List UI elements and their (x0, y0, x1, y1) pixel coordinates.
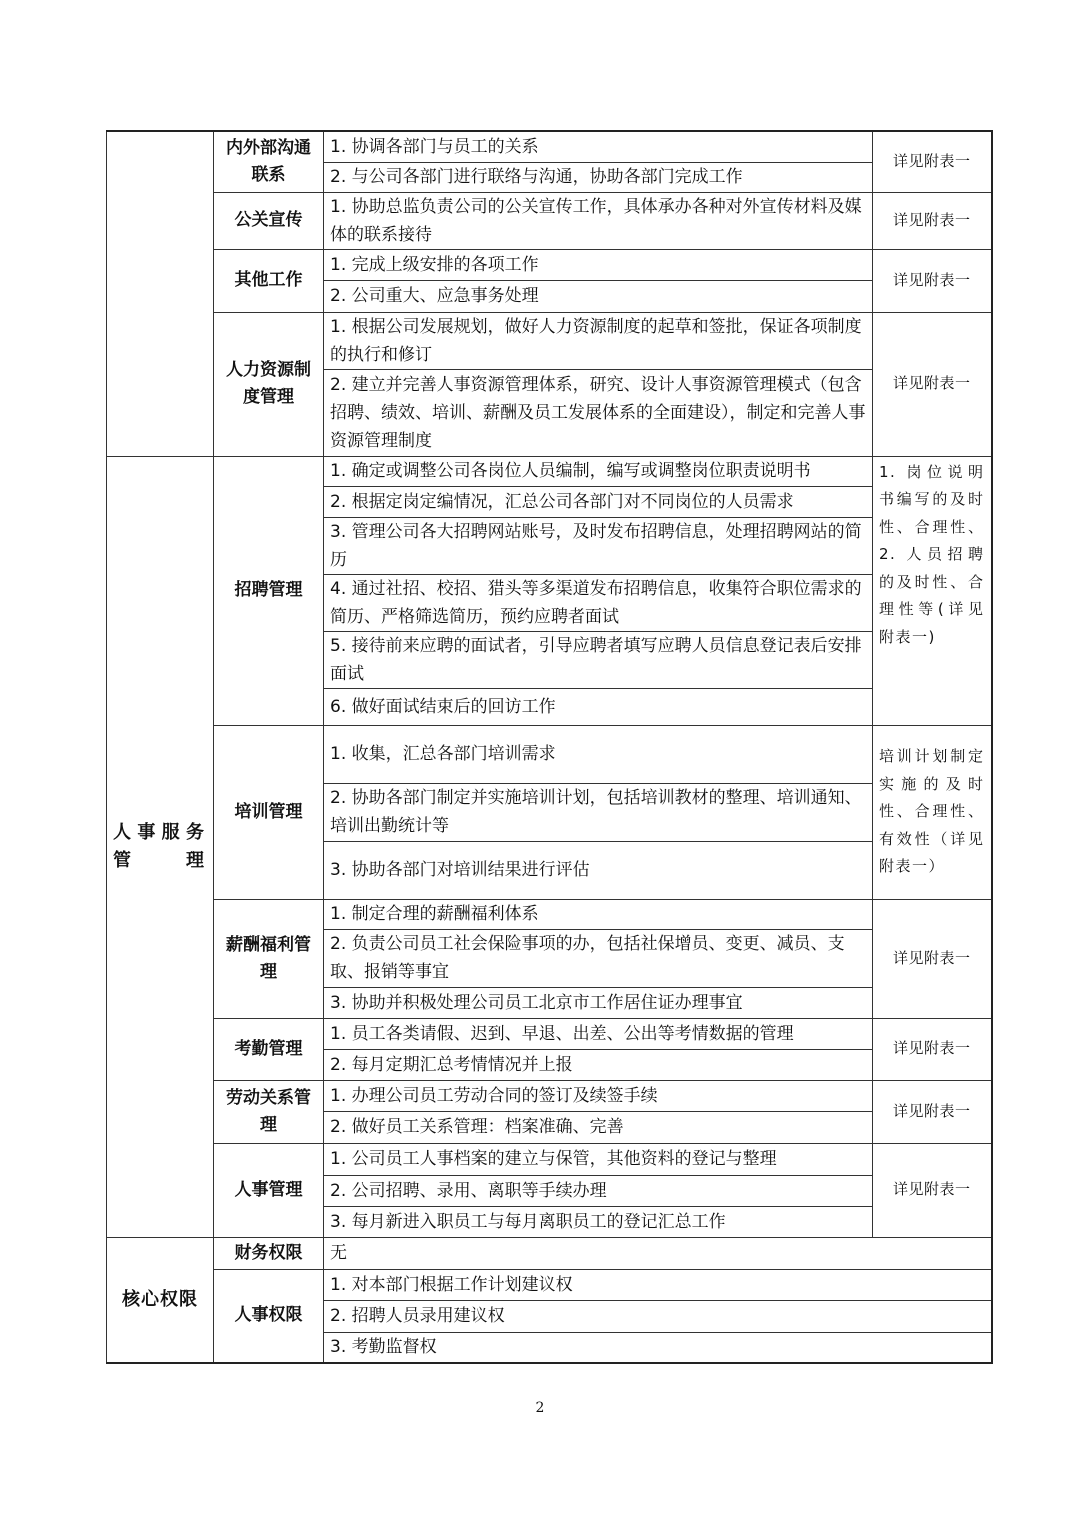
category-title: 核心权限 (107, 1237, 214, 1363)
standard-cell: 详见附表一 (873, 312, 992, 456)
duty-item: 3. 考勤监督权 (324, 1332, 992, 1363)
duty-item: 无 (324, 1237, 992, 1269)
duty-item: 3. 协助并积极处理公司员工北京市工作居住证办理事宜 (324, 987, 873, 1018)
duty-item: 1. 员工各类请假、迟到、早退、出差、公出等考情数据的管理 (324, 1018, 873, 1049)
group-title: 考勤管理 (214, 1018, 324, 1080)
group-title: 培训管理 (214, 725, 324, 899)
duty-item: 2. 公司招聘、录用、离职等手续办理 (324, 1175, 873, 1206)
duty-item: 1. 制定合理的薪酬福利体系 (324, 899, 873, 929)
standard-cell: 详见附表一 (873, 1018, 992, 1080)
group-title: 其他工作 (214, 249, 324, 312)
duty-item: 2. 协助各部门制定并实施培训计划，包括培训教材的整理、培训通知、培训出勤统计等 (324, 783, 873, 841)
duty-item: 1. 根据公司发展规划，做好人力资源制度的起草和签批，保证各项制度的执行和修订 (324, 312, 873, 369)
group-title: 人事权限 (214, 1269, 324, 1363)
duty-item: 1. 确定或调整公司各岗位人员编制，编写或调整岗位职责说明书 (324, 456, 873, 486)
group-title: 招聘管理 (214, 456, 324, 725)
category-cell-blank (107, 131, 214, 456)
page-number: 2 (535, 1400, 545, 1416)
duty-item: 2. 每月定期汇总考情情况并上报 (324, 1049, 873, 1080)
duty-item: 2. 与公司各部门进行联络与沟通，协助各部门完成工作 (324, 162, 873, 192)
duty-item: 2. 做好员工关系管理：档案准确、完善 (324, 1111, 873, 1143)
group-title: 人事管理 (214, 1143, 324, 1237)
duty-item: 5. 接待前来应聘的面试者，引导应聘者填写应聘人员信息登记表后安排面试 (324, 631, 873, 688)
duty-item: 1. 对本部门根据工作计划建议权 (324, 1269, 992, 1300)
duty-item: 1. 完成上级安排的各项工作 (324, 249, 873, 280)
duty-item: 3. 协助各部门对培训结果进行评估 (324, 841, 873, 899)
duty-item: 1. 办理公司员工劳动合同的签订及续签手续 (324, 1080, 873, 1111)
standard-cell: 1. 岗位说明书编写的及时性、合理性、2. 人员招聘的及时性、合理性等(详见附表一) (873, 456, 992, 725)
duty-item: 1. 收集，汇总各部门培训需求 (324, 725, 873, 783)
group-title: 薪酬福利管理 (214, 899, 324, 1018)
category-title: 人事服务管理 (107, 456, 214, 1237)
duty-item: 2. 公司重大、应急事务处理 (324, 280, 873, 312)
group-title: 人力资源制度管理 (214, 312, 324, 456)
duty-item: 2. 招聘人员录用建议权 (324, 1300, 992, 1332)
standard-cell: 详见附表一 (873, 249, 992, 312)
duty-item: 1. 协助总监负责公司的公关宣传工作，具体承办各种对外宣传材料及媒体的联系接待 (324, 192, 873, 249)
group-title: 财务权限 (214, 1237, 324, 1269)
standard-cell: 详见附表一 (873, 899, 992, 1018)
duty-item: 2. 根据定岗定编情况，汇总公司各部门对不同岗位的人员需求 (324, 486, 873, 517)
standard-cell: 详见附表一 (873, 192, 992, 249)
standard-cell: 培训计划制定实施的及时性、合理性、有效性（详见附表一） (873, 725, 992, 899)
standard-cell: 详见附表一 (873, 131, 992, 192)
group-title: 内外部沟通联系 (214, 131, 324, 192)
standard-cell: 详见附表一 (873, 1143, 992, 1237)
duty-item: 2. 负责公司员工社会保险事项的办，包括社保增员、变更、减员、支取、报销等事宜 (324, 929, 873, 987)
job-responsibility-table (106, 130, 993, 1364)
duty-item: 3. 每月新进入职员工与每月离职员工的登记汇总工作 (324, 1206, 873, 1237)
duty-item: 6. 做好面试结束后的回访工作 (324, 688, 873, 725)
duty-item: 1. 公司员工人事档案的建立与保管，其他资料的登记与整理 (324, 1143, 873, 1175)
duty-item: 4. 通过社招、校招、猎头等多渠道发布招聘信息，收集符合职位需求的简历、严格筛选简历，预约应聘者面试 (324, 574, 873, 631)
duty-item: 3. 管理公司各大招聘网站账号，及时发布招聘信息，处理招聘网站的简历 (324, 517, 873, 574)
standard-cell: 详见附表一 (873, 1080, 992, 1143)
group-title: 公关宣传 (214, 192, 324, 249)
duty-item: 2. 建立并完善人事资源管理体系，研究、设计人事资源管理模式（包含招聘、绩效、培训、薪酬及员工发展体系的全面建设），制定和完善人事资源管理制度 (324, 369, 873, 456)
duty-item: 1. 协调各部门与员工的关系 (324, 131, 873, 162)
group-title: 劳动关系管理 (214, 1080, 324, 1143)
